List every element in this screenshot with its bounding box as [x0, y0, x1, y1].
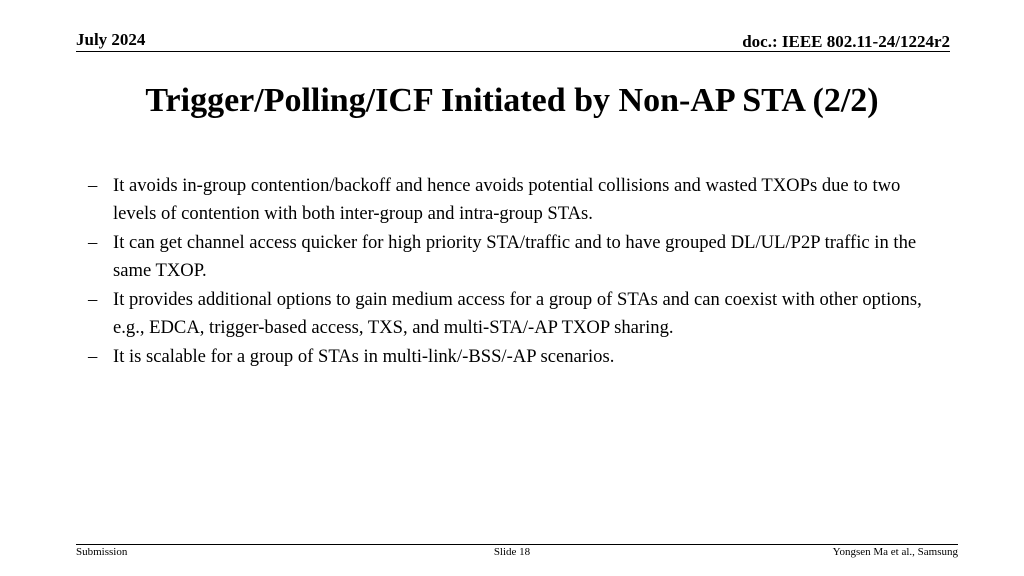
footer-submission: Submission: [76, 546, 128, 558]
bullet-item: [88, 286, 948, 341]
bullet-text: It avoids in-group contention/backoff and hence avoids potential collisions and wasted TXOPs due to two levels of contention with both inter-group and intra-group STAs.: [113, 175, 901, 224]
bullet-dash-marker: –: [88, 175, 98, 196]
header-divider: [76, 51, 950, 52]
bullet-item: [88, 343, 948, 371]
footer-slide-number: Slide 18: [493, 546, 531, 558]
slide-title: Trigger/Polling/ICF Initiated by Non-AP STA (2/2): [145, 82, 879, 119]
bullet-dash-marker: –: [88, 289, 98, 310]
footer-divider: [76, 544, 958, 545]
header-doc-id: doc.: IEEE 802.11-24/1224r2: [742, 32, 950, 51]
bullet-text: It is scalable for a group of STAs in multi-link/-BSS/-AP scenarios.: [113, 346, 615, 367]
bullet-text: It provides additional options to gain medium access for a group of STAs and can coexist with other options, e.g., EDCA, trigger-based access, TXS, and multi-STA/-AP TXOP sharing.: [113, 289, 922, 338]
bullet-dash-marker: –: [88, 232, 98, 253]
bullet-item: [88, 229, 948, 284]
bullet-item: [88, 172, 948, 227]
bullet-text: It can get channel access quicker for high priority STA/traffic and to have grouped DL/UL/P2P traffic in the same TXOP.: [113, 232, 917, 281]
bullet-list: [88, 172, 948, 373]
header-date: July 2024: [76, 30, 146, 49]
footer-author: Yongsen Ma et al., Samsung: [832, 546, 958, 558]
bullet-dash-marker: –: [88, 346, 98, 367]
